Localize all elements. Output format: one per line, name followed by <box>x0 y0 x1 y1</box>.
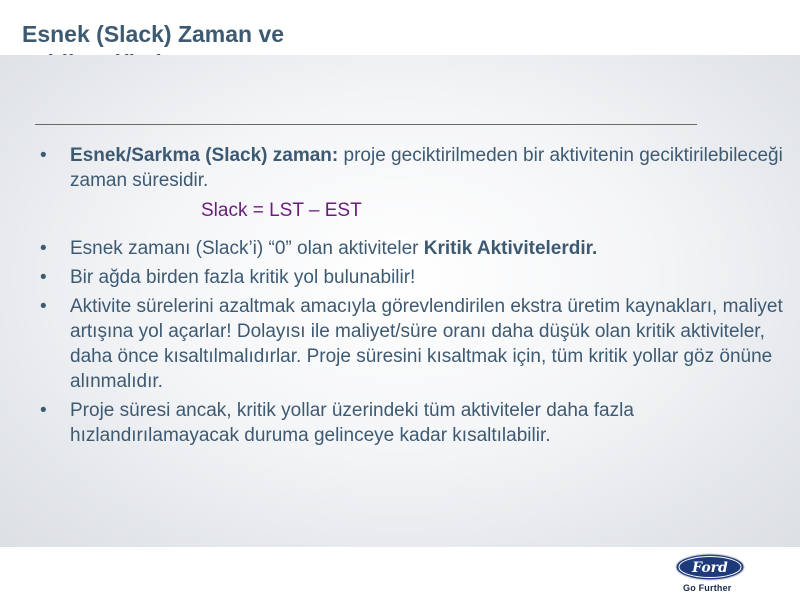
bullet-dot: • <box>40 400 47 421</box>
bullet-dot: • <box>40 145 47 166</box>
bullet-text: proje geciktirilmeden bir aktivitenin geciktirilebileceği zaman süresidir. <box>70 145 783 191</box>
ford-logo-text: Ford <box>692 560 728 576</box>
bullet-item <box>40 294 785 394</box>
bullet-text: Aktivite sürelerini azaltmak amacıyla görevlendirilen ekstra üretim kaynakları, maliyet artışına yol açarlar! Dolayısı ile maliyet/süre oranı daha düşük olan kritik aktiviteler, daha önce kısaltılmalıdırlar. Proje süresini kısaltmak için, tüm kritik yollar göz önüne alınmalıdır. <box>70 296 783 392</box>
title-divider <box>35 124 697 125</box>
slack-formula: Slack = LST – EST <box>201 200 362 221</box>
bullet-text: Esnek zamanı (Slack’i) “0” olan aktiviteler <box>70 238 424 259</box>
bullet-item <box>40 143 785 223</box>
title-area <box>0 0 800 55</box>
bullet-bold-text: Kritik Aktivitelerdir. <box>423 238 598 259</box>
bullet-bold-text: Esnek/Sarkma (Slack) zaman: <box>70 145 339 166</box>
bullet-text: Bir ağda birden fazla kritik yol bulunabilir! <box>70 267 416 288</box>
bullet-dot: • <box>40 267 47 288</box>
ford-tagline: Go Further <box>683 583 732 593</box>
ford-oval-icon <box>675 553 745 581</box>
bullet-item <box>40 265 785 290</box>
slide-title-line1: Esnek (Slack) Zaman ve <box>22 21 285 47</box>
bullet-dot: • <box>40 296 47 317</box>
bullet-item <box>40 236 785 261</box>
bullet-text: Proje süresi ancak, kritik yollar üzerindeki tüm aktiviteler daha fazla hızlandırılamayacak duruma gelinceye kadar kısaltılabilir. <box>70 400 634 446</box>
bullet-dot: • <box>40 238 47 259</box>
bullet-item <box>40 398 785 448</box>
bullet-list <box>40 143 785 448</box>
